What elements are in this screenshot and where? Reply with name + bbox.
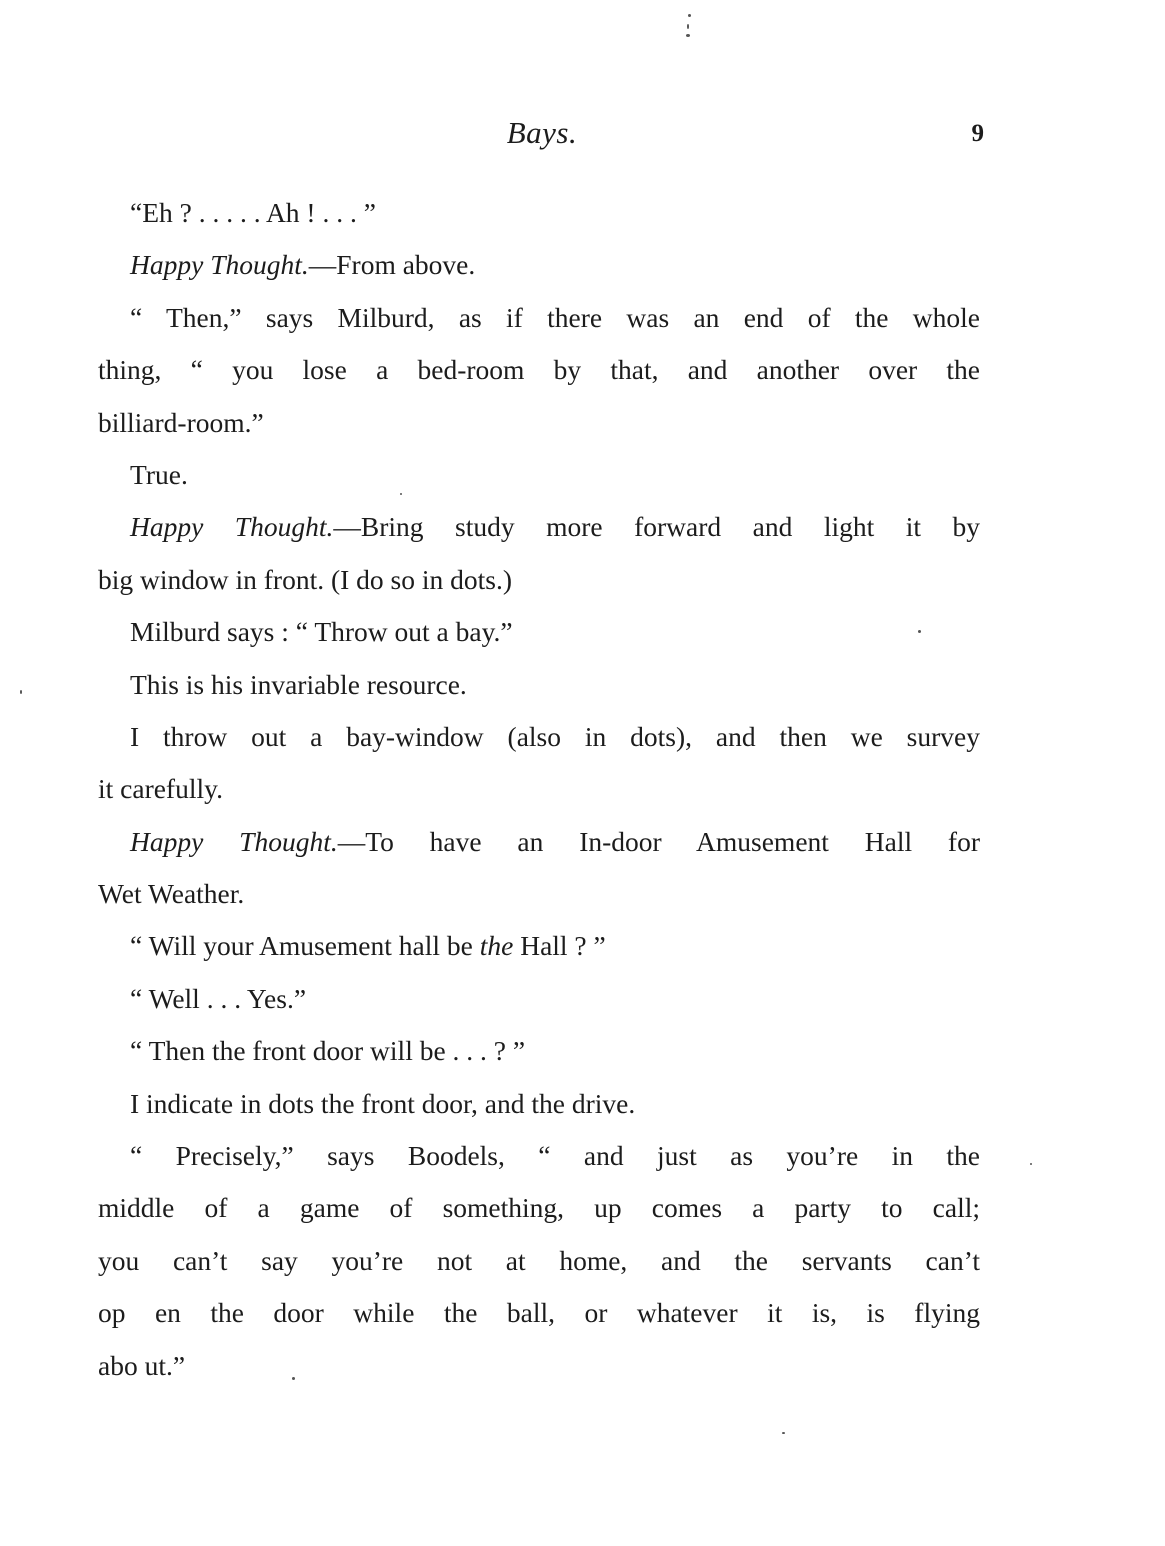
paragraph-line: it carefully. bbox=[98, 773, 223, 805]
paragraph-line: op en the door while the ball, or whatever it is, is flying bbox=[98, 1297, 980, 1329]
paragraph-line: billiard-room.” bbox=[98, 406, 264, 438]
emphasis-word: the bbox=[479, 930, 514, 962]
paragraph-line: True. bbox=[130, 458, 188, 490]
scan-speck bbox=[1030, 1163, 1032, 1165]
scan-speck bbox=[687, 24, 689, 29]
scan-speck bbox=[686, 34, 690, 37]
scan-speck bbox=[20, 690, 22, 694]
paragraph-line: “ Precisely,” says Boodels, “ and just as you’re in the bbox=[130, 1140, 980, 1172]
paragraph-line: abo ut.” bbox=[98, 1349, 186, 1381]
running-title: Bays. bbox=[506, 115, 578, 150]
paragraph-line: I indicate in dots the front door, and the drive. bbox=[130, 1087, 636, 1119]
scan-speck bbox=[688, 14, 691, 17]
body-text bbox=[98, 187, 980, 1392]
paragraph-line: “ Then the front door will be . . . ? ” bbox=[130, 1035, 526, 1067]
page-number: 9 bbox=[971, 120, 984, 147]
paragraph-line: you can’t say you’re not at home, and the servants can’t bbox=[98, 1244, 980, 1276]
paragraph-line: “ Then,” says Milburd, as if there was an end of the whole bbox=[130, 301, 980, 333]
paragraph-line: big window in front. (I do so in dots.) bbox=[98, 563, 513, 595]
scan-speck bbox=[782, 1432, 785, 1434]
happy-thought-label: Happy Thought. bbox=[130, 825, 338, 857]
paragraph-line: thing, “ you lose a bed-room by that, and another over the bbox=[98, 354, 980, 386]
paragraph-line: middle of a game of something, up comes a party to call; bbox=[98, 1192, 980, 1224]
paragraph-line: Wet Weather. bbox=[98, 878, 245, 910]
happy-thought-label: Happy Thought. bbox=[130, 249, 309, 281]
paragraph-line: Happy Thought.—From above. bbox=[130, 249, 476, 281]
paragraph-line: Happy Thought.—Bring study more forward and light it by bbox=[130, 511, 981, 543]
happy-thought-label: Happy Thought. bbox=[130, 511, 334, 543]
running-head bbox=[98, 108, 986, 158]
paragraph-line: I throw out a bay-window (also in dots), and then we survey bbox=[130, 720, 980, 752]
paragraph-line: “Eh ? . . . . . Ah ! . . . ” bbox=[130, 197, 376, 228]
paragraph-line: Milburd says : “ Throw out a bay.” bbox=[130, 616, 513, 648]
paragraph-line: This is his invariable resource. bbox=[130, 668, 467, 700]
paragraph-line: “ Will your Amusement hall be the Hall ? ” bbox=[130, 930, 606, 962]
paragraph-line: “ Well . . . Yes.” bbox=[130, 982, 307, 1014]
paragraph-line: Happy Thought.—To have an In-door Amusement Hall for bbox=[130, 825, 980, 857]
